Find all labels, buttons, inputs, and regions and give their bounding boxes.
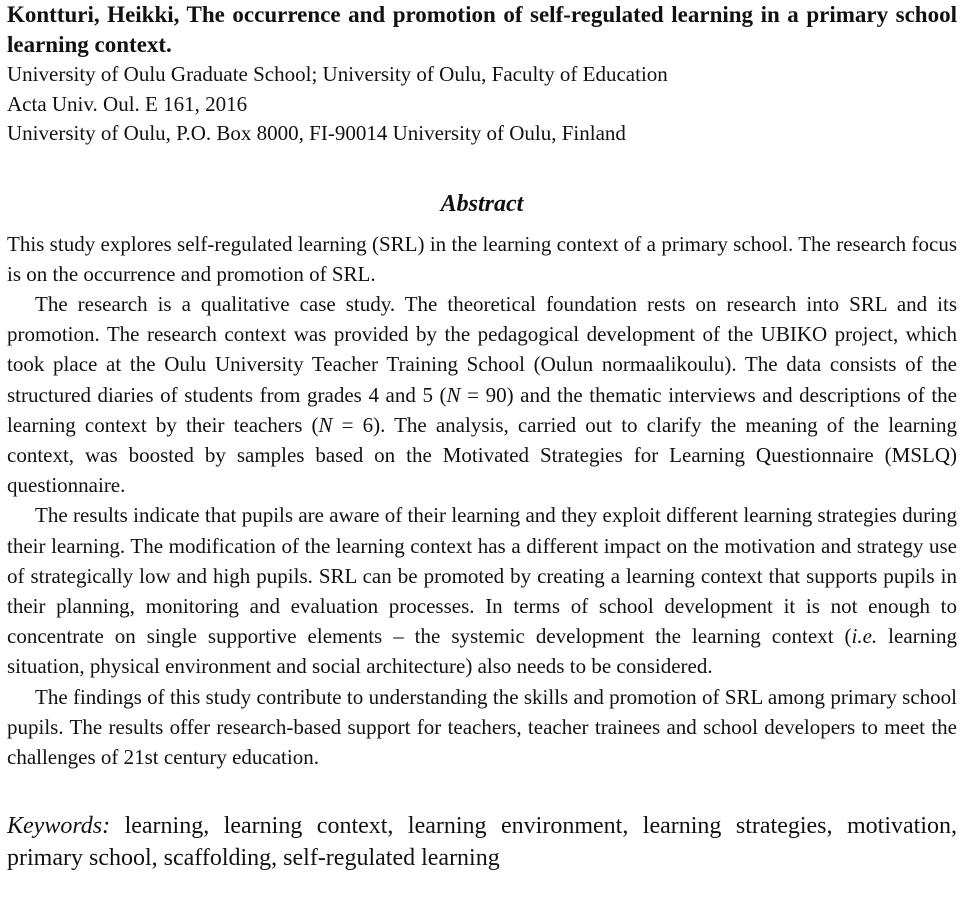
p2-text-c: = 6). The analysis, carried out to clarify the meaning of the learning context, was boosted by samples based on the Motivated Strategies for Learning Questionnaire (MSLQ) questionnaire. <box>7 412 957 498</box>
address-line: University of Oulu, P.O. Box 8000, FI-90014 University of Oulu, Finland <box>7 121 626 145</box>
p2-n-symbol-1: N <box>446 382 461 407</box>
keywords-section <box>7 810 957 874</box>
p2-n-symbol-2: N <box>318 412 333 437</box>
p3-text-b: learning situation, physical environment and social architecture) also needs to be considered. <box>7 624 957 679</box>
keywords-text: learning, learning context, learning environment, learning strategies, motivation, primary school, scaffolding, self-regulated learning <box>7 813 957 872</box>
p2-text-b: = 90) and the thematic interviews and descriptions of the learning context by their teachers ( <box>7 382 957 437</box>
affiliation-line: University of Oulu Graduate School; University of Oulu, Faculty of Education <box>7 62 668 86</box>
keywords-label: Keywords: <box>7 813 111 840</box>
p3-ie: i.e. <box>851 624 878 649</box>
abstract-paragraph-2 <box>7 289 957 500</box>
document-title: Kontturi, Heikki, The occurrence and promotion of self-regulated learning in a primary school learning context. <box>7 2 957 57</box>
abstract-body <box>7 229 957 773</box>
abstract-paragraph-3 <box>7 500 957 681</box>
abstract-paragraph-1: This study explores self-regulated learning (SRL) in the learning context of a primary school. The research focus is on the occurrence and promotion of SRL. <box>7 231 957 286</box>
abstract-paragraph-4: The findings of this study contribute to understanding the skills and promotion of SRL among primary school pupils. The results offer research-based support for teachers, teacher trainees and school developers to meet the challenges of 21st century education. <box>7 684 957 769</box>
abstract-heading: Abstract <box>440 190 524 217</box>
series-line: Acta Univ. Oul. E 161, 2016 <box>7 91 248 116</box>
p3-text-a: The results indicate that pupils are aware of their learning and they exploit different learning strategies during their learning. The modification of the learning context has a different impact on the motivation and strategy use of strategically low and high pupils. SRL can be promoted by creating a learning context that supports pupils in their planning, monitoring and evaluation processes. In terms of school development it is not enough to concentrate on single supportive elements – the systemic development the learning context ( <box>7 503 957 649</box>
p2-text-a: The research is a qualitative case study. The theoretical foundation rests on research into SRL and its promotion. The research context was provided by the pedagogical development of the UBIKO project, which took place at the Oulu University Teacher Training School (Oulun normaalikoulu). The data consists of the structured diaries of students from grades 4 and 5 ( <box>7 291 957 407</box>
